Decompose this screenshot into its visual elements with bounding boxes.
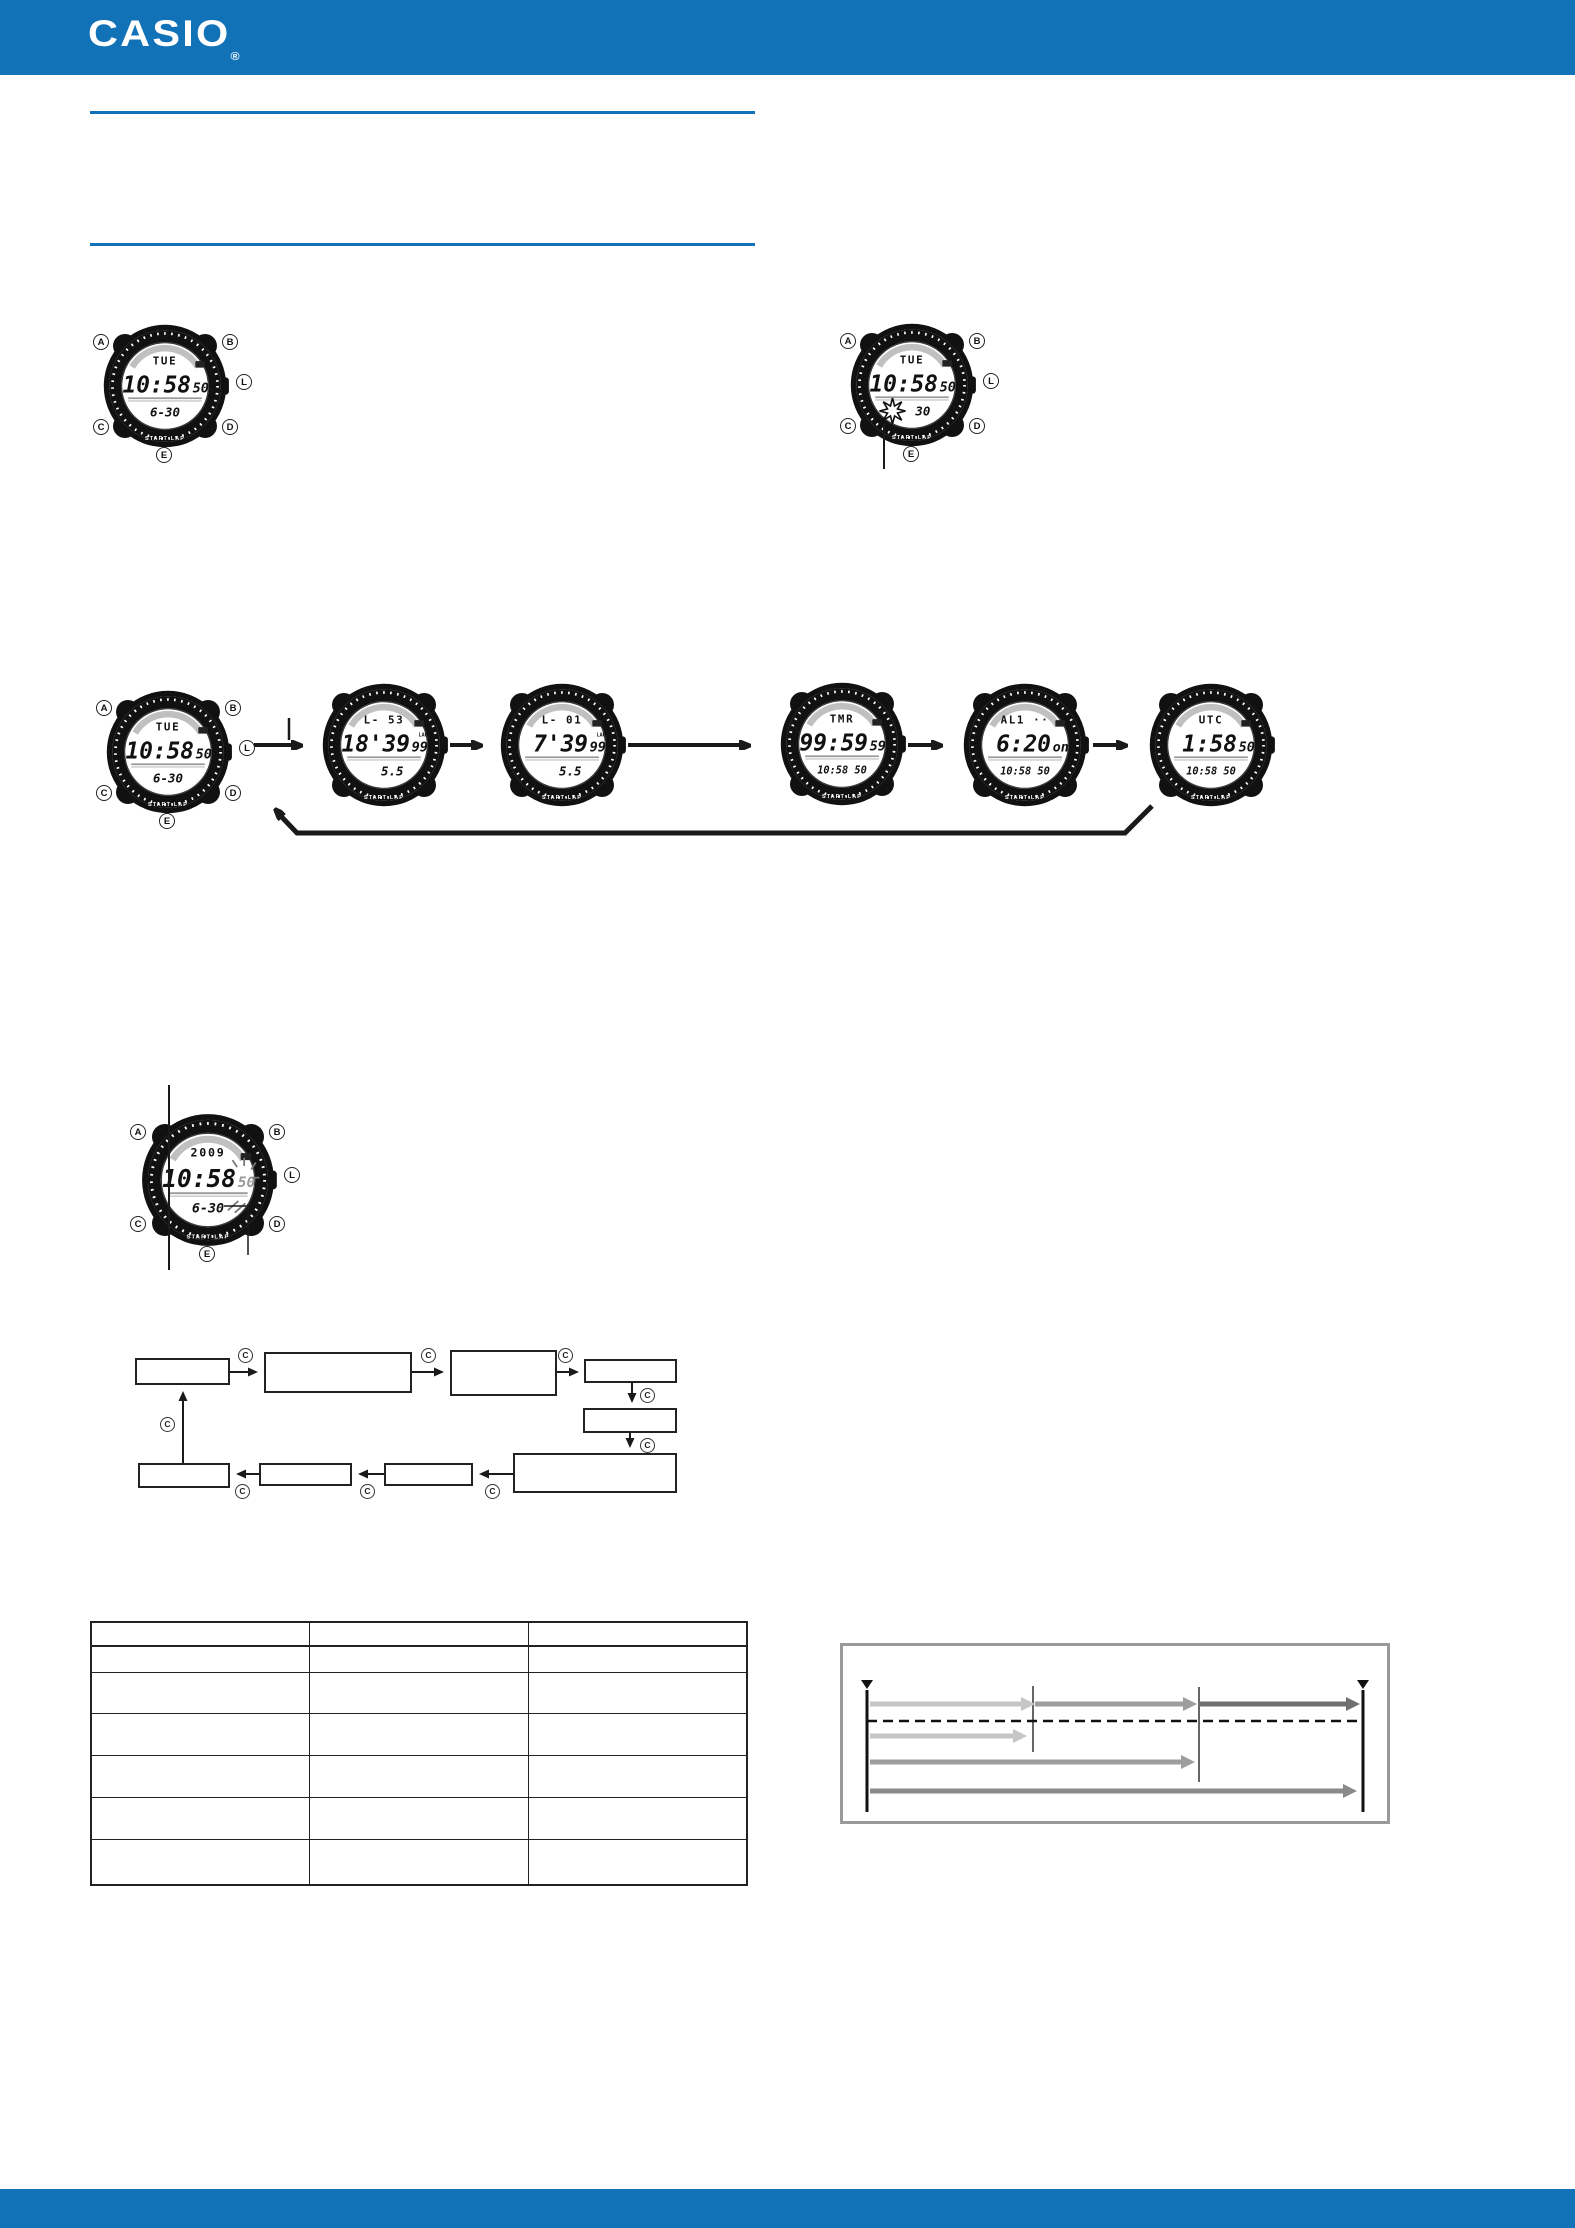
lcd-mode: TMR [829,712,855,726]
c-button-step-3: C [558,1348,573,1363]
table-cell [528,1622,747,1646]
table-cell [528,1672,747,1713]
c-button-step-8: C [235,1484,250,1499]
c-button-step-5: C [640,1438,655,1453]
lcd-utc-time: 1:58 [1182,731,1237,758]
lcd-hundredths: 99 [411,739,428,756]
section-rule-1 [90,111,755,114]
flow-box-2 [264,1352,412,1393]
button-e-label: E [199,1246,215,1262]
table-cell [91,1672,310,1713]
table-cell [528,1797,747,1839]
flow-box-3 [450,1350,557,1396]
c-button-step-7: C [360,1484,375,1499]
button-c-label: C [93,419,109,435]
table-cell [528,1839,747,1885]
start-marker-icon [861,1680,873,1689]
flow-box-6 [513,1453,677,1493]
lcd-current-time: 10:58 50 [1000,765,1050,778]
table-cell [310,1797,529,1839]
table-cell [310,1646,529,1672]
lcd-time: 10:58 [122,372,191,399]
lcd-alarm-time: 6:20 [996,731,1051,758]
table-cell [310,1839,529,1885]
flow-box-5 [583,1408,677,1433]
button-c-label: C [840,418,856,434]
lcd-current-time: 10:58 50 [817,764,867,777]
lcd-alarm-state: on [1052,739,1069,756]
button-d-label: D [222,419,238,435]
button-a-label: A [93,334,109,350]
lcd-seconds-flashing: 50 [237,1174,256,1191]
lap-2-arrowhead [1181,1755,1195,1769]
table-cell [528,1646,747,1672]
registered-mark: ® [230,51,240,63]
button-e-label: E [156,447,172,463]
section-rule-2 [90,243,755,246]
lcd-utc-seconds: 50 [1238,739,1255,756]
table-cell [528,1713,747,1755]
watch-mode-lap-memory [319,680,449,810]
lcd-mode: UTC [1198,713,1224,727]
lcd-day: TUE [155,720,181,734]
table-cell [91,1839,310,1885]
c-button-step-1: C [238,1348,253,1363]
flow-box-8 [259,1463,352,1486]
total-time-arrowhead [1343,1784,1357,1798]
watch-mode-world-time [1146,680,1276,810]
c-button-step-4: C [640,1388,655,1403]
button-l-label: L [284,1167,300,1183]
lcd-hundredths: 99 [589,739,606,756]
table-cell [91,1713,310,1755]
button-c-label: C [96,785,112,801]
lcd-lapcount: 5.5 [559,763,582,779]
casio-logo [88,13,240,63]
table-cell [310,1755,529,1797]
button-a-label: A [96,700,112,716]
watch-timekeeping-illustration [97,321,247,461]
button-l-label: L [983,373,999,389]
button-l-label: L [236,374,252,390]
lcd-timer-value: 99:59 [799,730,868,757]
lcd-laptime: 7'39 [533,731,588,758]
table-cell [91,1755,310,1797]
brand-text: CASIO [88,13,231,54]
lcd-mode: L- 01 [541,713,583,727]
lcd-lapcount: 5.5 [381,763,404,779]
flow-box-7 [384,1463,473,1486]
lcd-seconds: 50 [939,379,956,396]
table-cell [310,1622,529,1646]
lap-flag: LAP [596,732,606,739]
lcd-time: 10:58 [869,371,938,398]
button-e-label: E [903,446,919,462]
lcd-date: 6-30 [153,770,183,786]
end-marker-icon [1357,1680,1369,1689]
watch-mode-lap-recall [497,680,627,810]
button-a-label: A [840,333,856,349]
lap-1-arrowhead [1013,1729,1027,1743]
watch-mode-timer [777,679,907,809]
flow-box-9 [138,1463,230,1488]
footer-bar [0,2189,1575,2228]
lcd-day: TUE [152,354,178,368]
c-button-step-6: C [485,1484,500,1499]
watch-mode-alarm [960,680,1090,810]
lcd-time: 10:58 [125,738,194,765]
lcd-date: 6-30 [191,1201,225,1217]
button-d-label: D [969,418,985,434]
segment-3-arrowhead [1346,1697,1360,1711]
reference-table [90,1621,748,1886]
c-button-step-9: C [160,1417,175,1432]
lap-flag: LAP [418,732,428,739]
watch-setting-mode-illustration [134,1110,295,1260]
watch-mode-timekeeping [100,687,250,827]
lcd-current-time: 10:58 50 [1186,765,1236,778]
timing-diagram-canvas [843,1646,1387,1821]
lcd-date: 6-30 [150,404,180,420]
watch-flash-indicator-illustration [844,320,994,460]
button-b-label: B [269,1124,285,1140]
button-e-label: E [159,813,175,829]
lcd-date-partial: 30 [915,403,931,419]
table-cell [91,1797,310,1839]
table-cell [310,1713,529,1755]
lcd-time: 10:58 [162,1164,236,1193]
flash-burst-icon [880,398,906,424]
table-cell [310,1672,529,1713]
mode-return-arrow [276,806,1152,833]
table-cell [91,1622,310,1646]
lcd-mode: L- 53 [363,713,405,727]
lcd-laptime: 18'39 [341,731,410,758]
button-b-label: B [222,334,238,350]
lcd-year: 2009 [190,1145,226,1160]
button-d-label: D [269,1216,285,1232]
table-cell [91,1646,310,1672]
button-a-label: A [130,1124,146,1140]
timing-diagram [840,1643,1390,1824]
lcd-day: TUE [899,353,925,367]
lcd-mode: AL1 ·· [1000,713,1050,727]
button-b-label: B [225,700,241,716]
lcd-seconds: 50 [192,380,209,397]
button-c-label: C [130,1216,146,1232]
segment-2-arrowhead [1183,1697,1197,1711]
table-cell [528,1755,747,1797]
lcd-seconds: 50 [195,746,212,763]
c-button-step-2: C [421,1348,436,1363]
flow-box-4 [584,1359,677,1383]
button-l-label: L [239,740,255,756]
lcd-timer-seconds: 59 [869,738,886,755]
flow-box-1 [135,1358,230,1385]
button-d-label: D [225,785,241,801]
button-b-label: B [969,333,985,349]
